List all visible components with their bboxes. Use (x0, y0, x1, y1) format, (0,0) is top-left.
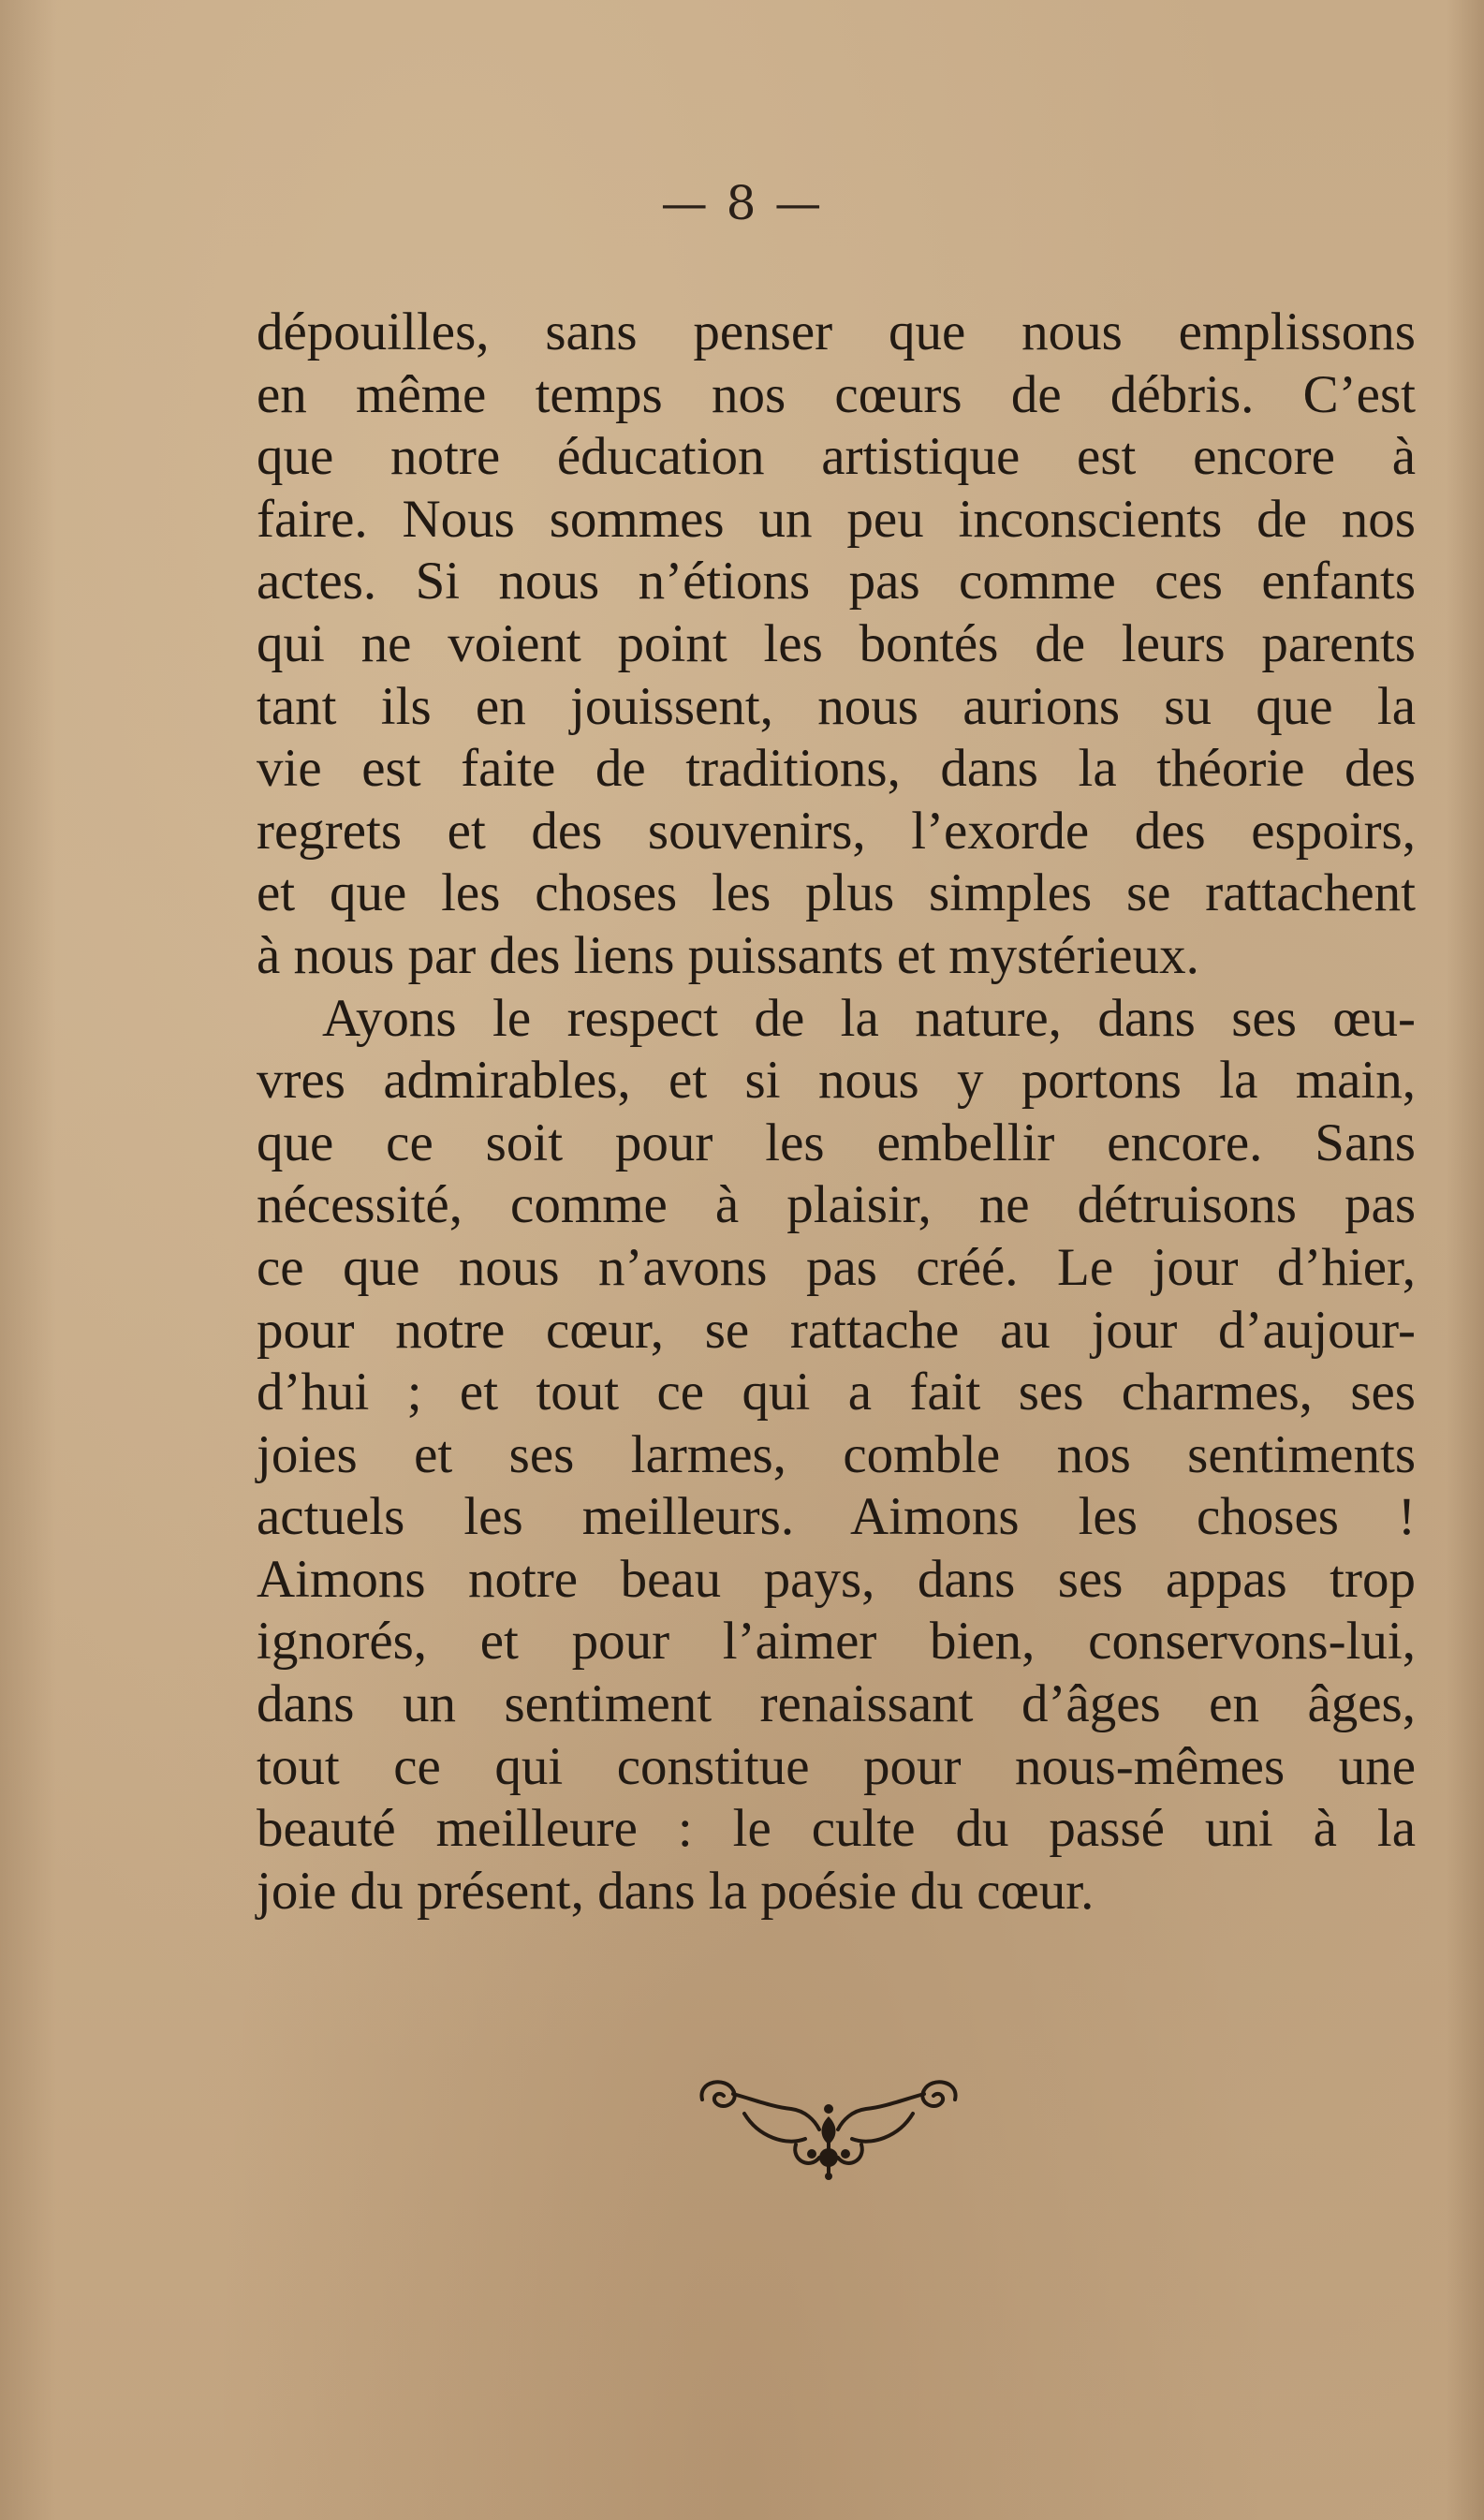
text-line: en même temps nos cœurs de débris. C’est (257, 364, 1416, 424)
text-line: ce que nous n’avons pas créé. Le jour d’hier, (257, 1237, 1416, 1297)
text-line: faire. Nous sommes un peu inconscients de nos (257, 489, 1416, 549)
text-line: pour notre cœur, se rattache au jour d’aujour- (257, 1300, 1416, 1360)
text-line: que notre éducation artistique est encore à (257, 427, 1416, 487)
text-line: vres admirables, et si nous y portons la main, (257, 1051, 1416, 1111)
text-line: vie est faite de traditions, dans la théorie des (257, 739, 1416, 799)
text-line: dépouilles, sans penser que nous emplissons (257, 302, 1416, 361)
page-number: — 8 — (660, 176, 824, 230)
text-line: joies et ses larmes, comble nos sentiments (257, 1424, 1416, 1484)
body-text (257, 302, 1416, 1923)
text-line: qui ne voient point les bontés de leurs parents (257, 613, 1416, 673)
text-line: tant ils en jouissent, nous aurions su que la (257, 676, 1416, 736)
text-line: regrets et des souvenirs, l’exorde des espoirs, (257, 801, 1416, 861)
tailpiece-flourish-icon (688, 2071, 969, 2184)
text-line: joie du présent, dans la poésie du cœur. (257, 1861, 1095, 1921)
text-line: actes. Si nous n’étions pas comme ces enfants (257, 552, 1416, 612)
text-line: beauté meilleure : le culte du passé uni à la (257, 1799, 1416, 1859)
text-line: actuels les meilleurs. Aimons les choses ! (257, 1487, 1416, 1547)
text-line: que ce soit pour les embellir encore. Sans (257, 1113, 1416, 1172)
text-line: tout ce qui constitue pour nous-mêmes une (257, 1736, 1416, 1796)
text-line: et que les choses les plus simples se rattachent (257, 863, 1416, 923)
paragraph-start-line: Ayons le respect de la nature, dans ses œu- (322, 988, 1416, 1048)
text-line: Aimons notre beau pays, dans ses appas trop (257, 1549, 1416, 1609)
text-line: nécessité, comme à plaisir, ne détruisons pas (257, 1175, 1416, 1235)
text-line: dans un sentiment renaissant d’âges en âges, (257, 1674, 1416, 1734)
text-line: à nous par des liens puissants et mystérieux. (257, 925, 1199, 985)
text-line: ignorés, et pour l’aimer bien, conservons-lui, (257, 1612, 1416, 1672)
text-line: d’hui ; et tout ce qui a fait ses charmes, ses (257, 1363, 1416, 1422)
